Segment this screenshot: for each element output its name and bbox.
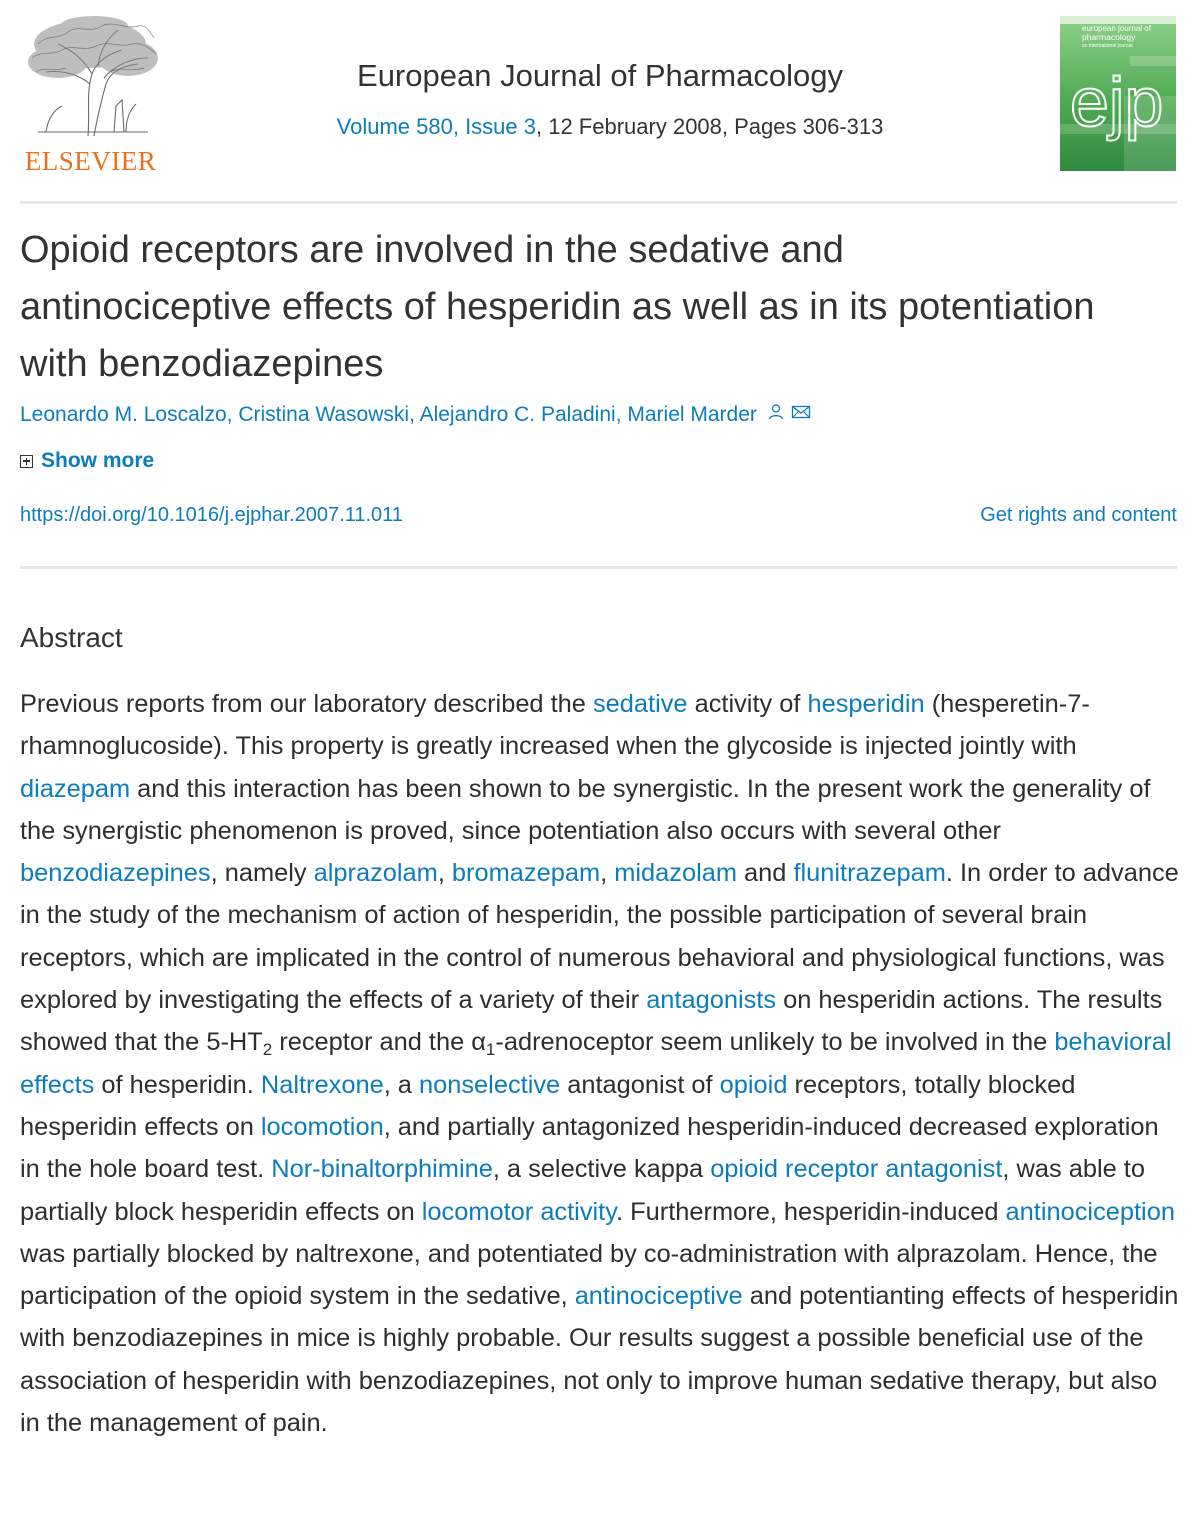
journal-cover-thumbnail[interactable]: [1060, 16, 1176, 171]
term-link[interactable]: locomotor activity: [421, 1197, 617, 1226]
term-link[interactable]: opioid: [719, 1070, 788, 1099]
abstract-text: and this interaction has been shown to be synergistic. In the present work the generality of the synergistic phenomenon is proved, since potentiation also occurs with several other: [20, 774, 1151, 845]
author-list: [20, 403, 811, 427]
term-link[interactable]: nonselective: [419, 1070, 561, 1099]
issue-date-pages: , 12 February 2008, Pages 306-313: [536, 114, 884, 139]
abstract-text: was partially blocked by naltrexone, and potentiated by co-administration with alprazolam. Hence, the participation of the opioid system in the sedative,: [20, 1239, 1158, 1311]
author-separator: ,: [615, 403, 628, 426]
abstract-text: receptors, totally blocked hesperidin effects on: [20, 1070, 1076, 1141]
term-link[interactable]: sedative: [592, 690, 688, 718]
person-icon[interactable]: [767, 403, 785, 421]
author-link[interactable]: Leonardo M. Loscalzo: [20, 403, 227, 426]
term-link[interactable]: alprazolam: [313, 859, 438, 888]
elsevier-wordmark: ELSEVIER: [24, 146, 157, 176]
journal-cover-image: [1060, 16, 1176, 171]
show-more-button[interactable]: [20, 449, 154, 473]
abstract-body: [20, 683, 1180, 1444]
author-link[interactable]: Cristina Wasowski: [238, 403, 410, 426]
journal-title[interactable]: [0, 58, 1200, 94]
abstract-heading: Abstract: [20, 622, 123, 653]
subscript: 1: [485, 1040, 496, 1060]
term-link[interactable]: midazolam: [614, 859, 737, 888]
author-link[interactable]: Mariel Marder: [627, 403, 757, 426]
abstract-text: activity of: [687, 690, 808, 718]
term-link[interactable]: antinociception: [1005, 1197, 1175, 1226]
term-link[interactable]: behavioral effects: [20, 1028, 1172, 1099]
term-link[interactable]: antinociceptive: [574, 1282, 743, 1311]
abstract-text: , a selective kappa: [492, 1155, 711, 1184]
abstract-text: -adrenoceptor seem unlikely to be involved in the: [495, 1028, 1055, 1057]
author-separator: ,: [226, 403, 239, 426]
term-link[interactable]: hesperidin: [807, 690, 925, 718]
envelope-icon[interactable]: [791, 403, 811, 421]
content-divider: [20, 566, 1177, 569]
page-header: [0, 0, 1200, 200]
abstract-text: (hesperetin-7-rhamnoglucoside). This property is greatly increased when the glycoside is injected jointly with: [20, 690, 1090, 761]
term-link[interactable]: diazepam: [20, 774, 131, 803]
abstract-text: , a: [383, 1070, 419, 1099]
issue-info: [0, 114, 1200, 140]
article-title: [20, 222, 1180, 393]
term-link[interactable]: Naltrexone: [260, 1070, 384, 1099]
show-more-label: Show more: [41, 449, 155, 472]
title-line-1: Opioid receptors are involved in the sedative and: [20, 229, 844, 271]
abstract-text: . In order to advance in the study of the mechanism of action of hesperidin, the possible participation of several brain receptors, which are implicated in the control of numerous behavioral and physiological functions, was explored by investigating the effects of a variety of their: [20, 859, 1179, 1015]
abstract-text: and potentianting effects of hesperidin with benzodiazepines in mice is highly probable. Our results suggest a possible beneficial use of the association of hesperidin with benzodiazepines, not only to improve human sedative therapy, but also in the management of pain.: [20, 1282, 1179, 1438]
abstract-text: , and partially antagonized hesperidin-induced decreased exploration in the hole board test.: [20, 1112, 1159, 1184]
subscript: 2: [262, 1040, 273, 1060]
abstract-text: on hesperidin actions. The results showed that the 5-HT: [20, 986, 1163, 1057]
title-line-3: with benzodiazepines: [20, 343, 384, 385]
author-separator: ,: [409, 403, 420, 426]
term-link[interactable]: benzodiazepines: [20, 859, 211, 888]
cover-ejp-logo: ejp: [1070, 63, 1164, 141]
cover-text-1: european journal of: [1082, 24, 1151, 33]
doi-link[interactable]: https://doi.org/10.1016/j.ejphar.2007.11.011: [20, 504, 403, 526]
corresponding-author-icons[interactable]: [767, 403, 811, 427]
term-link[interactable]: flunitrazepam: [793, 859, 946, 888]
abstract-text: and: [736, 859, 794, 888]
journal-title-text[interactable]: European Journal of Pharmacology: [357, 58, 843, 93]
abstract-text: . Furthermore, hesperidin-induced: [616, 1197, 1006, 1226]
abstract-text: Previous reports from our laboratory described the: [20, 690, 593, 718]
abstract-text: , was able to partially block hesperidin effects on: [20, 1155, 1145, 1226]
plus-box-icon: [20, 455, 33, 468]
title-line-2: antinociceptive effects of hesperidin as well as in its potentiation: [20, 286, 1095, 328]
header-divider: [20, 201, 1177, 204]
rights-link[interactable]: Get rights and content: [980, 504, 1177, 526]
cover-text-3: an international journal: [1082, 43, 1133, 49]
cover-text-2: pharmacology: [1082, 32, 1136, 42]
abstract-text: of hesperidin.: [94, 1070, 261, 1099]
abstract-text: antagonist of: [560, 1070, 720, 1099]
abstract-text: , namely: [210, 859, 314, 888]
term-link[interactable]: antagonists: [646, 986, 777, 1015]
abstract-text: ,: [600, 859, 615, 888]
term-link[interactable]: Nor-binaltorphimine: [271, 1155, 493, 1184]
term-link[interactable]: opioid receptor antagonist: [710, 1155, 1003, 1184]
term-link[interactable]: bromazepam: [451, 859, 601, 888]
author-link[interactable]: Alejandro C. Paladini: [419, 403, 616, 426]
volume-issue-link[interactable]: Volume 580, Issue 3: [336, 114, 536, 139]
elsevier-logo[interactable]: [18, 14, 163, 179]
abstract-text: ,: [437, 859, 452, 888]
abstract-text: receptor and the α: [272, 1028, 486, 1057]
term-link[interactable]: locomotion: [260, 1112, 384, 1141]
